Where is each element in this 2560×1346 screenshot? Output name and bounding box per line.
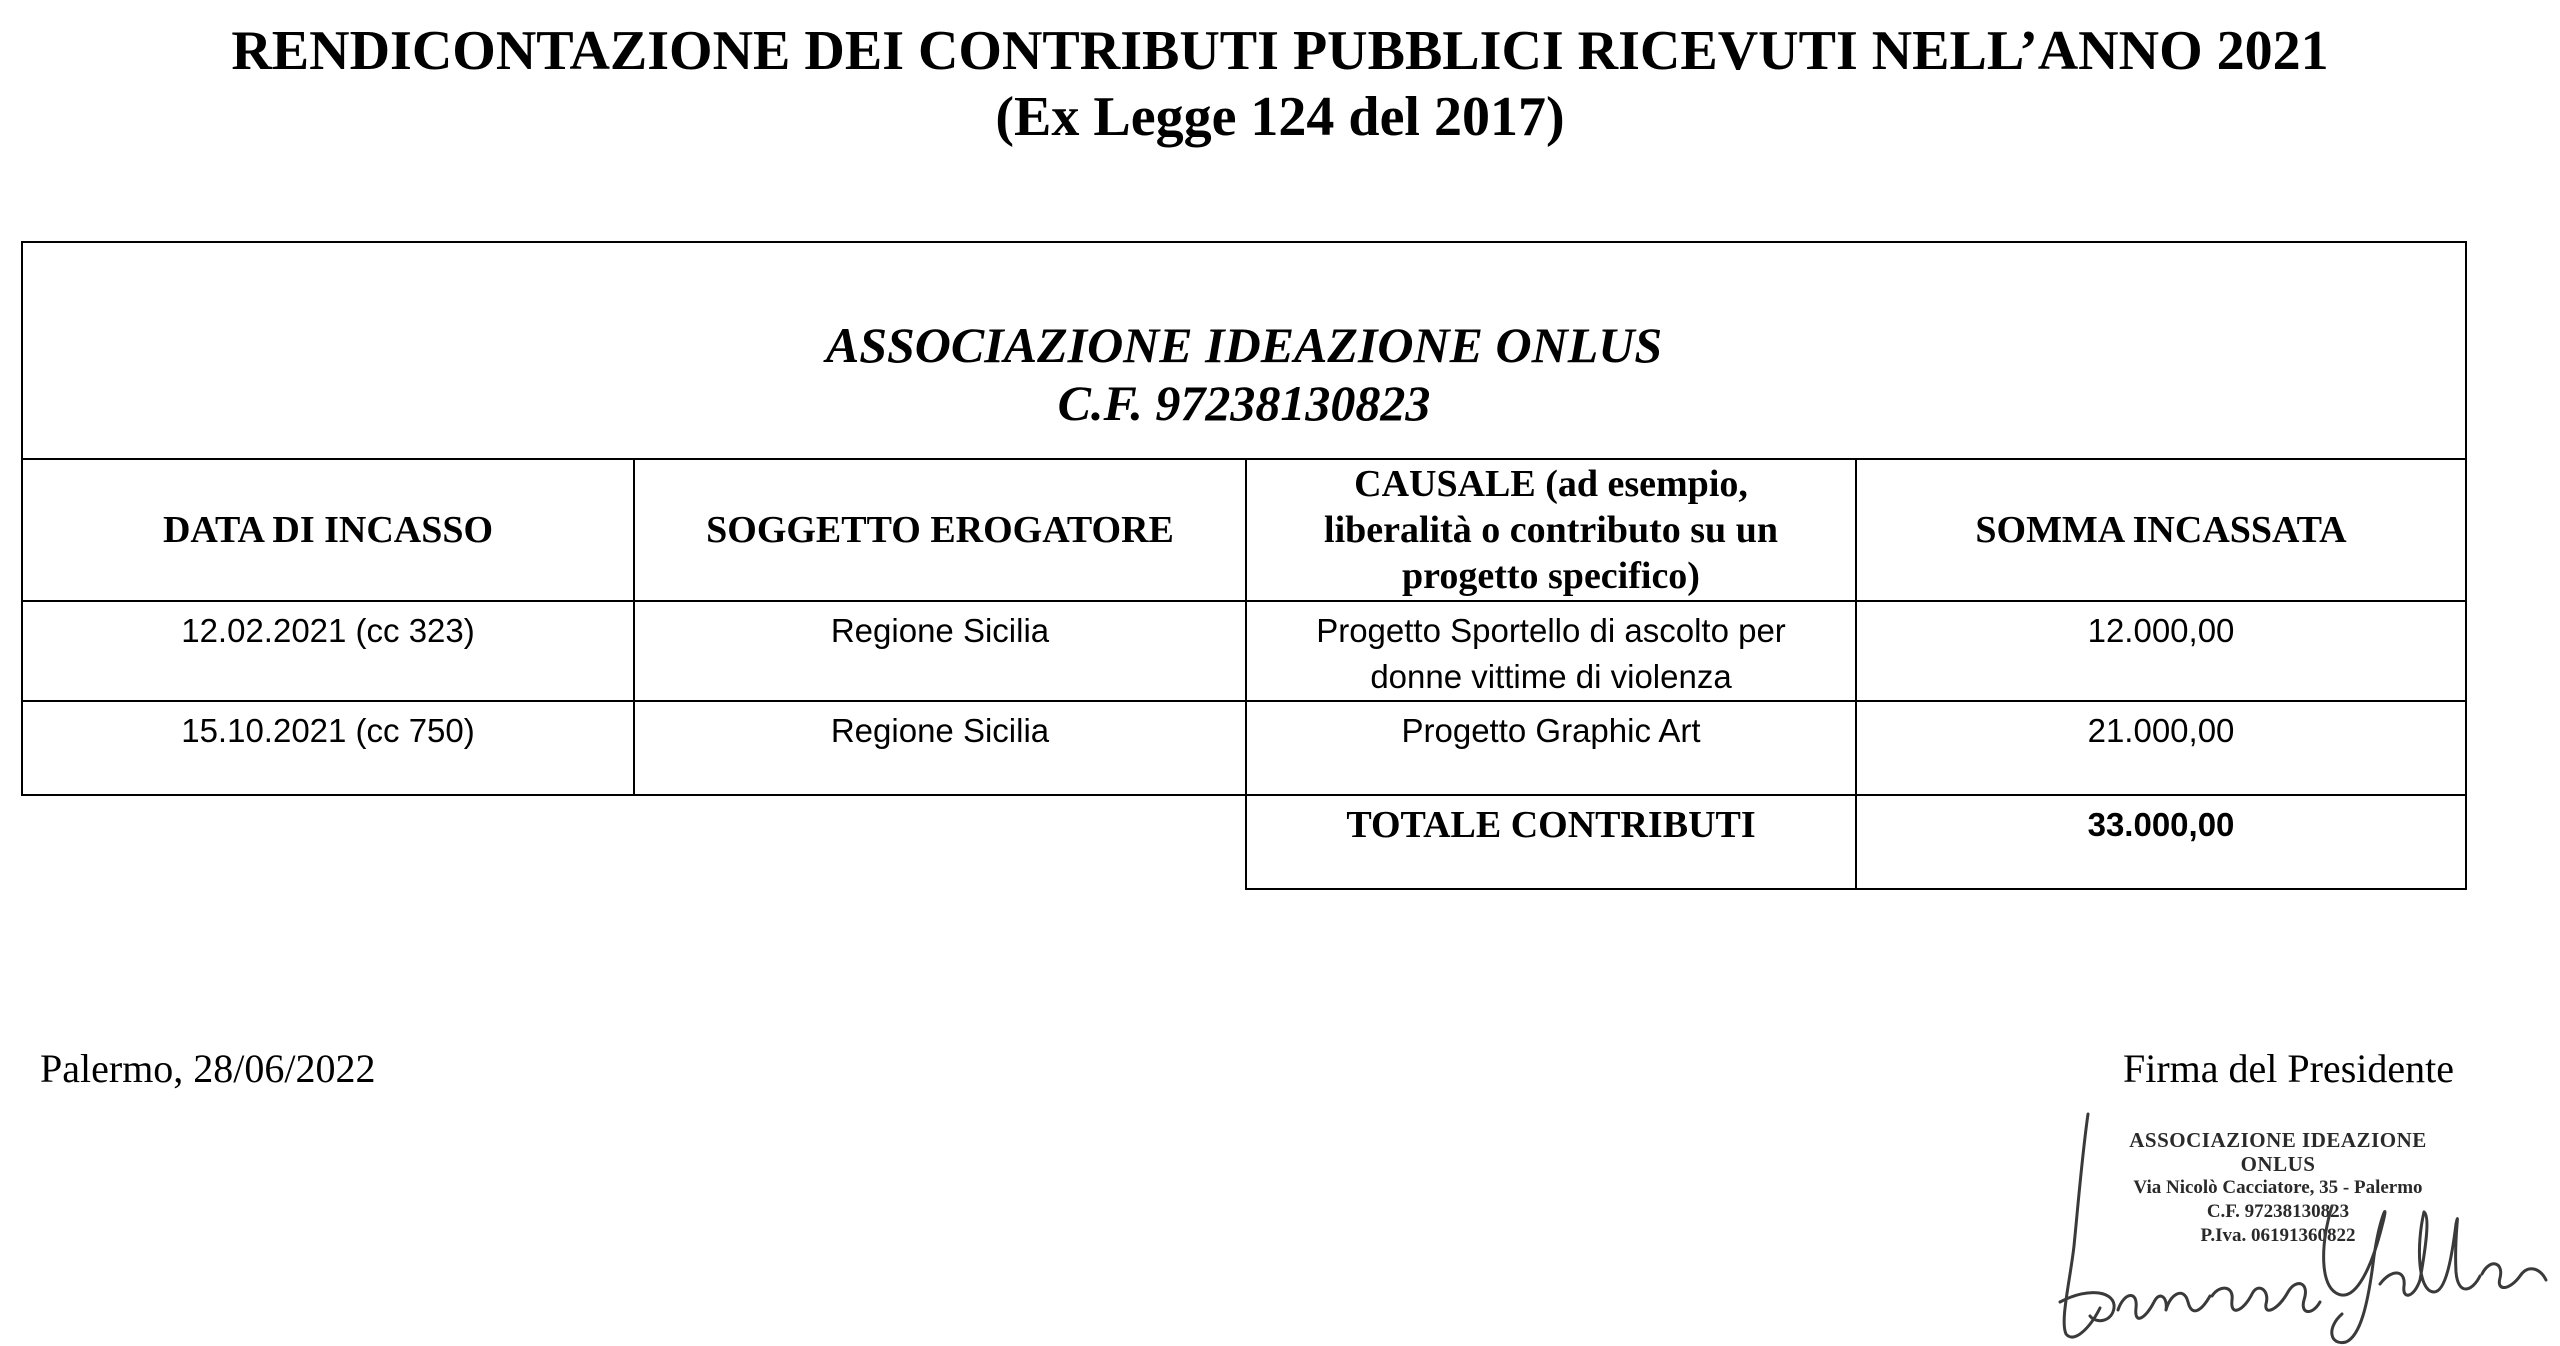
header-reason-line-3: progetto specifico) (1402, 555, 1700, 597)
handwritten-signature (2020, 1096, 2560, 1346)
row-reason (1246, 701, 1856, 795)
header-amount: SOMMA INCASSATA (1856, 459, 2466, 601)
row-grantor: Regione Sicilia (634, 701, 1246, 795)
title-line-1: RENDICONTAZIONE DEI CONTRIBUTI PUBBLICI RICEVUTI NELL’ANNO 2021 (231, 20, 2329, 82)
stamp-line-1: ASSOCIAZIONE IDEAZIONE ONLUS (2129, 1128, 2427, 1176)
row-reason (1246, 601, 1856, 701)
row-date: 15.10.2021 (cc 750) (22, 701, 634, 795)
stamp-line-2: Via Nicolò Cacciatore, 35 - Palermo (2133, 1177, 2423, 1198)
organization-tax-code: C.F. 97238130823 (1057, 374, 1431, 431)
contributions-table (21, 241, 2467, 890)
stamp-line-3: C.F. 97238130823 (2206, 1201, 2350, 1222)
header-date: DATA DI INCASSO (22, 459, 634, 601)
header-reason (1246, 459, 1856, 601)
header-grantor: SOGGETTO EROGATORE (634, 459, 1246, 601)
organization-name: ASSOCIAZIONE IDEAZIONE ONLUS (825, 316, 1663, 373)
row-grantor: Regione Sicilia (634, 601, 1246, 701)
header-reason-line-1: CAUSALE (ad esempio, (1354, 463, 1748, 505)
total-amount: 33.000,00 (1856, 795, 2466, 889)
document-title (0, 18, 2560, 150)
table-row (22, 601, 2466, 701)
row-reason-line-1: Progetto Graphic Art (1401, 712, 1701, 749)
organization-cell (22, 242, 2466, 459)
header-reason-line-2: liberalità o contributo su un (1324, 509, 1778, 551)
table-row (22, 701, 2466, 795)
row-amount: 12.000,00 (1856, 601, 2466, 701)
organization-row (22, 242, 2466, 459)
title-line-2: (Ex Legge 124 del 2017) (995, 86, 1565, 148)
row-date: 12.02.2021 (cc 323) (22, 601, 634, 701)
table-header-row (22, 459, 2466, 601)
total-spacer (22, 795, 1246, 889)
row-reason-line-2: donne vittime di violenza (1370, 658, 1732, 695)
total-row (22, 795, 2466, 889)
row-amount: 21.000,00 (1856, 701, 2466, 795)
row-reason-line-1: Progetto Sportello di ascolto per (1316, 612, 1786, 649)
total-label: TOTALE CONTRIBUTI (1246, 795, 1856, 889)
signature-label: Firma del Presidente (2122, 1046, 2454, 1091)
stamp-line-4: P.Iva. 06191360822 (2200, 1225, 2356, 1246)
place-and-date: Palermo, 28/06/2022 (40, 1046, 376, 1091)
